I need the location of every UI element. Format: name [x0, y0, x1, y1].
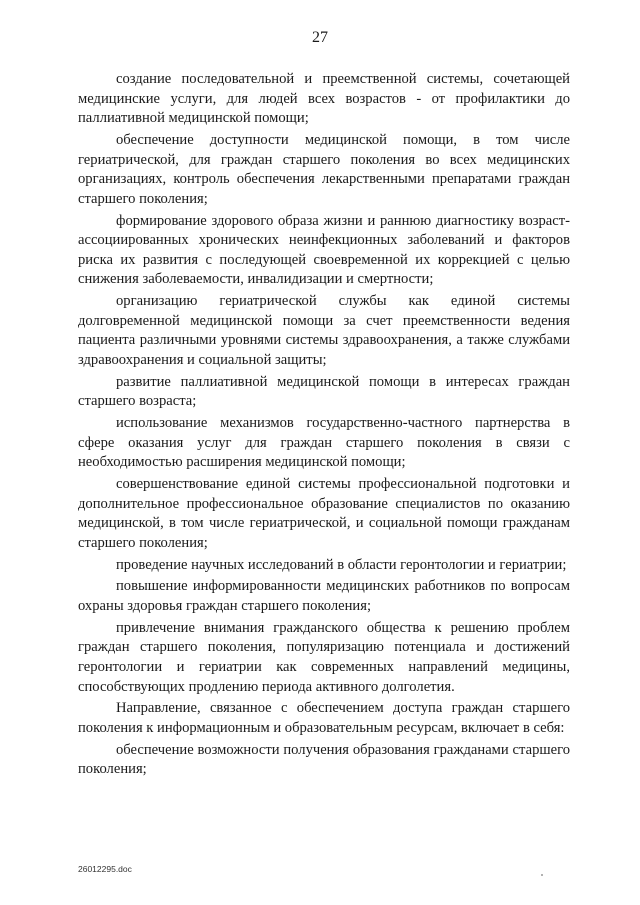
scan-speck: [541, 874, 543, 876]
paragraph: использование механизмов государственно-частного партнерства в сфере оказания услуг для граждан старшего поколения в связи с необходимостью расширения медицинской помощи;: [78, 415, 570, 471]
paragraph: Направление, связанное с обеспечением доступа граждан старшего поколения к информационным и образовательным ресурсам, включает в себя:: [78, 700, 570, 736]
paragraph: создание последовательной и преемственной системы, сочетающей медицинские услуги, для людей всех возрастов - от профилактики до паллиативной медицинской помощи;: [78, 71, 570, 127]
paragraph: привлечение внимания гражданского общества к решению проблем граждан старшего поколения, популяризацию потенциала и достижений геронтологии и гериатрии как современных направлений медицины, способствующих продлению периода активного долголетия.: [78, 619, 570, 695]
paragraph: повышение информированности медицинских работников по вопросам охраны здоровья граждан старшего поколения;: [78, 578, 570, 614]
document-body: [78, 70, 570, 782]
footer-filename: 26012295.doc: [78, 864, 132, 874]
paragraph: совершенствование единой системы профессиональной подготовки и дополнительное профессиональное образование специалистов по оказанию медицинской, в том числе гериатрической, и социальной помощи гражданам старшего поколения;: [78, 476, 570, 551]
page-number: 27: [312, 29, 328, 46]
paragraph: обеспечение доступности медицинской помощи, в том числе гериатрической, для граждан старшего поколения во всех медицинских организациях, контроль обеспечения лекарственными препаратами граждан старшего поколения;: [78, 131, 570, 207]
paragraph: развитие паллиативной медицинской помощи в интересах граждан старшего возраста;: [78, 373, 570, 410]
paragraph: обеспечение возможности получения образования гражданами старшего поколения;: [78, 741, 570, 778]
paragraph: проведение научных исследований в области геронтологии и гериатрии;: [116, 556, 567, 573]
paragraph: формирование здорового образа жизни и раннюю диагностику возраст-ассоциированных хронических неинфекционных заболеваний и факторов риска их развития с последующей своевременной их коррекцией с целью снижения заболеваемости, инвалидизации и смертности;: [78, 212, 570, 288]
paragraph: организацию гериатрической службы как единой системы долговременной медицинской помощи за счет преемственности ведения пациента различными уровнями системы здравоохранения, а также службами здравоохранения и социальной защиты;: [78, 293, 570, 368]
